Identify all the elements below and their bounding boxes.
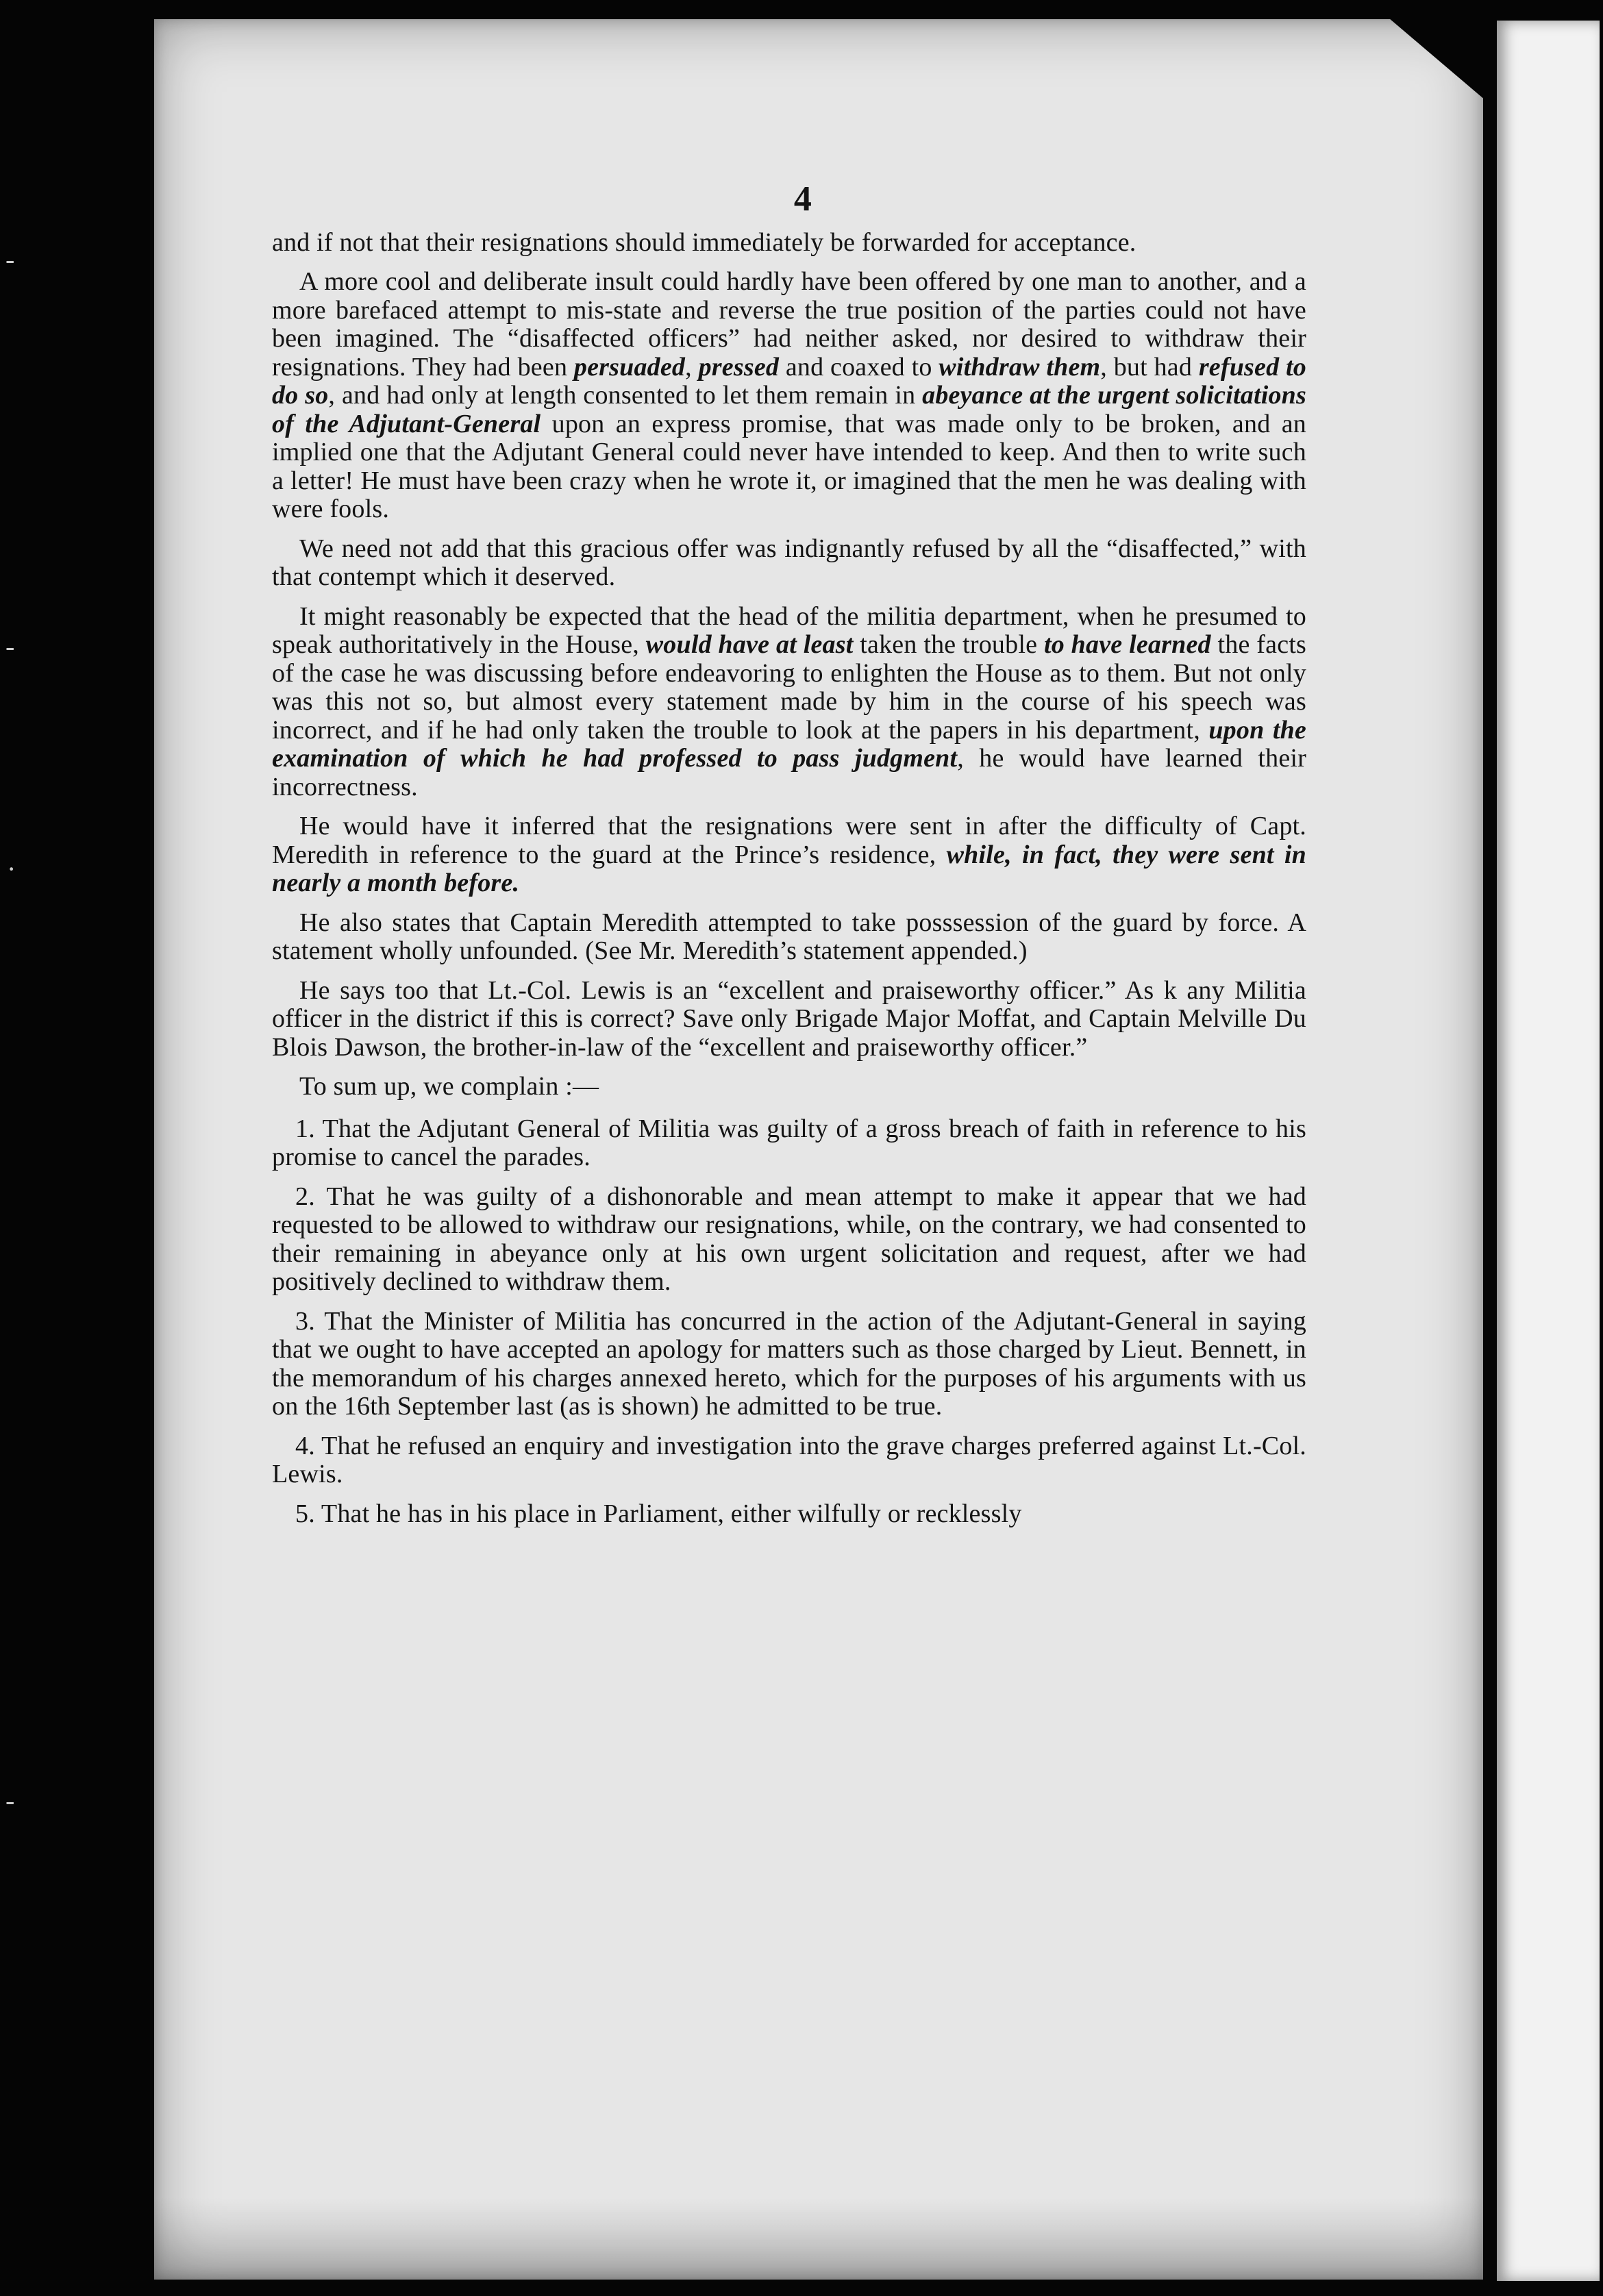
list-item: 4. That he refused an enquiry and investigation into the grave charges preferred against Lt.-Col. Lewis. — [272, 1431, 1306, 1488]
paragraph: We need not add that this gracious offer was indignantly refused by all the “disaffected,” with that contempt which it deserved. — [272, 534, 1306, 591]
paragraph-text: , and had only at length consented to let them remain in — [328, 381, 923, 410]
emphasis-text: pressed — [698, 352, 780, 382]
margin-mark: · — [7, 853, 16, 884]
paragraph — [272, 603, 1306, 802]
paragraph — [272, 268, 1306, 524]
emphasis-text: to have learned — [1043, 630, 1211, 659]
emphasis-text: withdraw them — [939, 352, 1101, 382]
paragraph-text: It might reasonably be expected that the head of the militia department, when he presumed to speak authoritatively in the House, — [272, 601, 1306, 659]
emphasis-text: would have at least — [645, 630, 854, 659]
paragraph-text: He would have it inferred that the resignations were sent in after the difficulty of Capt. Meredith in reference to the guard at the Prince’s residence, — [272, 812, 1306, 869]
list-item: 2. That he was guilty of a dishonorable and mean attempt to make it appear that we had requested to be allowed to withdraw our resignations, while, on the contrary, we had consented to their remaining in abeyance only at his own urgent solicitation and request, after we had positively declined to withdraw them. — [272, 1182, 1306, 1296]
paragraph-text: , — [685, 352, 699, 382]
paragraph-text: taken the trouble — [853, 630, 1044, 659]
margin-mark: - — [5, 244, 15, 275]
emphasis-text: while, in fact, they were sent in nearly a month before. — [272, 840, 1306, 897]
emphasis-text: upon the examination of which he had professed to pass judgment — [272, 715, 1306, 773]
paragraph-list — [272, 229, 1306, 1529]
adjacent-page-edge — [1497, 21, 1600, 2281]
margin-mark: - — [5, 1785, 15, 1816]
list-item: 1. That the Adjutant General of Militia was guilty of a gross breach of faith in reference to his promise to cancel the parades. — [272, 1114, 1306, 1171]
emphasis-text: abeyance at the urgent solicitations of the Adjutant-General — [272, 381, 1306, 438]
paragraph: He also states that Captain Meredith attempted to take posssession of the guard by force. A statement wholly unfounded. (See Mr. Meredith’s statement appended.) — [272, 908, 1306, 965]
document-body — [272, 179, 1307, 1539]
paragraph-text: the facts of the case he was discussing before endeavoring to enlighten the House as to them. But not only was this not so, but almost every statement made by him in the course of his speech was incorrect, and if he had only taken the trouble to look at the papers in his department, — [272, 630, 1307, 745]
paragraph-text: , he would have learned their incorrectness. — [272, 744, 1306, 801]
paragraph-text: A more cool and deliberate insult could hardly have been offered by one man to another, and a more barefaced attempt to mis-state and reverse the true position of the parties could not have been imagined. The “disaffected officers” had neither asked, nor desired to withdraw their resignations. They had been — [272, 267, 1306, 382]
list-item: 5. That he has in his place in Parliament, either wilfully or recklessly — [295, 1499, 1022, 1528]
paragraph: and if not that their resignations should immediately be forwarded for acceptance. — [272, 227, 1136, 257]
emphasis-text: persuaded — [573, 352, 686, 382]
emphasis-text: refused to do so — [272, 352, 1307, 410]
paragraph: To sum up, we complain :— — [299, 1072, 599, 1101]
page-number: 4 — [793, 179, 812, 219]
list-item: 3. That the Minister of Militia has concurred in the action of the Adjutant-General in saying that we ought to have accepted an apology for matters such as those charged by Lieut. Bennett, in the memorandum of his charges annexed hereto, which for the purposes of his arguments with us on the 16th September last (as is shown) he admitted to be true. — [272, 1306, 1306, 1421]
paragraph-text: upon an express promise, that was made only to be broken, and an implied one that the Adjutant General could never have intended to keep. And then to write such a letter! He must have been crazy when he wrote it, or imagined that the men he was dealing with were fools. — [272, 409, 1307, 523]
paragraph-text: and coaxed to — [779, 352, 939, 382]
paragraph-text: , but had — [1100, 352, 1199, 382]
paragraph: He says too that Lt.-Col. Lewis is an “excellent and praiseworthy officer.” As k any Militia officer in the district if this is correct? Save only Brigade Major Moffat, and Captain Melville Du Blois Dawson, the brother-in-law of the “excellent and praiseworthy officer.” — [272, 975, 1306, 1062]
margin-mark: - — [5, 631, 15, 662]
paragraph — [272, 812, 1306, 898]
